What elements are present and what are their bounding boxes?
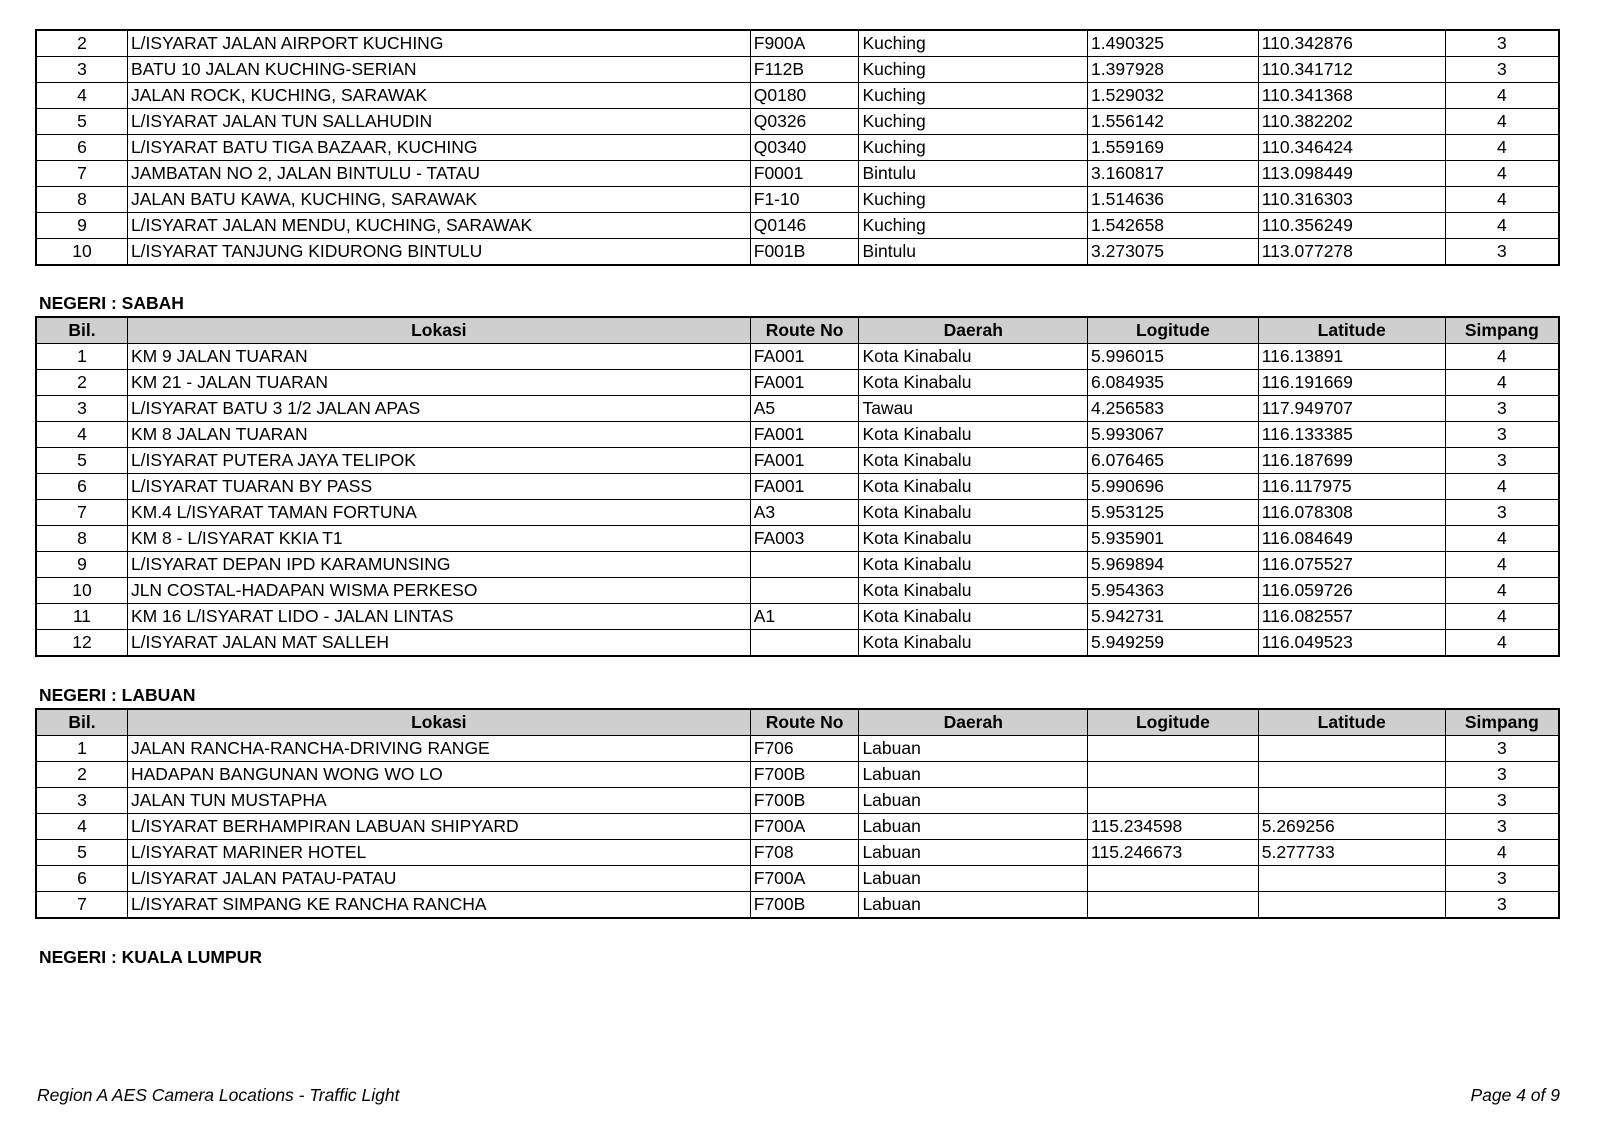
cell-latitude: 116.049523: [1258, 630, 1445, 657]
cell-simpang: 3: [1445, 892, 1559, 919]
cell-daerah: Kota Kinabalu: [859, 344, 1088, 370]
table-row: [36, 448, 1559, 474]
column-header-simpang: Simpang: [1445, 709, 1559, 736]
table-row: [36, 396, 1559, 422]
cell-route: FA001: [750, 474, 859, 500]
table-row: [36, 788, 1559, 814]
column-header-bil: Bil.: [36, 317, 127, 344]
cell-bil: 6: [36, 135, 127, 161]
cell-latitude: [1258, 866, 1445, 892]
table-row: [36, 370, 1559, 396]
cell-lokasi: KM 21 - JALAN TUARAN: [127, 370, 750, 396]
cell-route: F700B: [750, 788, 859, 814]
table-row: [36, 109, 1559, 135]
cell-daerah: Labuan: [859, 814, 1088, 840]
cell-latitude: 5.269256: [1258, 814, 1445, 840]
cell-daerah: Kota Kinabalu: [859, 370, 1088, 396]
column-header-lokasi: Lokasi: [127, 709, 750, 736]
column-header-lokasi: Lokasi: [127, 317, 750, 344]
cell-route: [750, 552, 859, 578]
cell-daerah: Kuching: [859, 57, 1088, 83]
table-row: [36, 57, 1559, 83]
cell-logitude: 5.949259: [1088, 630, 1259, 657]
cell-route: A5: [750, 396, 859, 422]
cell-bil: 8: [36, 187, 127, 213]
cell-bil: 11: [36, 604, 127, 630]
cell-simpang: 3: [1445, 500, 1559, 526]
cell-lokasi: L/ISYARAT TANJUNG KIDURONG BINTULU: [127, 239, 750, 266]
cell-latitude: 110.382202: [1258, 109, 1445, 135]
sarawak-table: [35, 29, 1560, 266]
cell-simpang: 3: [1445, 239, 1559, 266]
cell-lokasi: KM 9 JALAN TUARAN: [127, 344, 750, 370]
cell-logitude: 1.514636: [1088, 187, 1259, 213]
cell-latitude: 110.341712: [1258, 57, 1445, 83]
table-row: [36, 866, 1559, 892]
cell-bil: 2: [36, 30, 127, 57]
cell-daerah: Labuan: [859, 762, 1088, 788]
column-header-logitude: Logitude: [1088, 709, 1259, 736]
cell-bil: 3: [36, 788, 127, 814]
cell-simpang: 3: [1445, 814, 1559, 840]
cell-simpang: 4: [1445, 630, 1559, 657]
cell-logitude: [1088, 736, 1259, 762]
cell-simpang: 4: [1445, 161, 1559, 187]
cell-simpang: 4: [1445, 83, 1559, 109]
footer-title: Region A AES Camera Locations - Traffic Light: [37, 1085, 400, 1105]
table-row: [36, 474, 1559, 500]
section-heading-labuan: NEGERI : LABUAN: [39, 685, 196, 705]
cell-lokasi: KM 8 - L/ISYARAT KKIA T1: [127, 526, 750, 552]
cell-simpang: 3: [1445, 30, 1559, 57]
cell-bil: 2: [36, 762, 127, 788]
cell-latitude: 116.13891: [1258, 344, 1445, 370]
column-header-latitude: Latitude: [1258, 709, 1445, 736]
table-header-row: [36, 709, 1559, 736]
cell-daerah: Kota Kinabalu: [859, 448, 1088, 474]
table-row: [36, 239, 1559, 266]
cell-route: F001B: [750, 239, 859, 266]
cell-simpang: 3: [1445, 57, 1559, 83]
cell-latitude: 116.084649: [1258, 526, 1445, 552]
cell-daerah: Kota Kinabalu: [859, 500, 1088, 526]
cell-route: Q0326: [750, 109, 859, 135]
cell-latitude: 110.341368: [1258, 83, 1445, 109]
cell-bil: 10: [36, 578, 127, 604]
cell-lokasi: L/ISYARAT PUTERA JAYA TELIPOK: [127, 448, 750, 474]
cell-route: FA003: [750, 526, 859, 552]
footer-page-number: Page 4 of 9: [1470, 1085, 1560, 1105]
cell-simpang: 4: [1445, 526, 1559, 552]
cell-daerah: Labuan: [859, 840, 1088, 866]
column-header-route: Route No: [750, 709, 859, 736]
cell-daerah: Kuching: [859, 213, 1088, 239]
cell-latitude: 116.059726: [1258, 578, 1445, 604]
cell-route: FA001: [750, 448, 859, 474]
cell-lokasi: L/ISYARAT JALAN MAT SALLEH: [127, 630, 750, 657]
cell-latitude: 116.117975: [1258, 474, 1445, 500]
cell-logitude: 1.556142: [1088, 109, 1259, 135]
cell-lokasi: HADAPAN BANGUNAN WONG WO LO: [127, 762, 750, 788]
labuan-table: [35, 708, 1560, 919]
cell-bil: 2: [36, 370, 127, 396]
cell-daerah: Labuan: [859, 788, 1088, 814]
column-header-logitude: Logitude: [1088, 317, 1259, 344]
cell-bil: 4: [36, 814, 127, 840]
cell-logitude: 1.559169: [1088, 135, 1259, 161]
cell-lokasi: JALAN BATU KAWA, KUCHING, SARAWAK: [127, 187, 750, 213]
column-header-simpang: Simpang: [1445, 317, 1559, 344]
cell-lokasi: BATU 10 JALAN KUCHING-SERIAN: [127, 57, 750, 83]
cell-logitude: 5.953125: [1088, 500, 1259, 526]
table-row: [36, 500, 1559, 526]
cell-latitude: 116.133385: [1258, 422, 1445, 448]
table-row: [36, 161, 1559, 187]
column-header-bil: Bil.: [36, 709, 127, 736]
cell-lokasi: L/ISYARAT MARINER HOTEL: [127, 840, 750, 866]
cell-latitude: 113.077278: [1258, 239, 1445, 266]
cell-lokasi: L/ISYARAT BATU TIGA BAZAAR, KUCHING: [127, 135, 750, 161]
cell-route: F1-10: [750, 187, 859, 213]
cell-daerah: Kota Kinabalu: [859, 552, 1088, 578]
cell-latitude: [1258, 736, 1445, 762]
cell-route: F112B: [750, 57, 859, 83]
cell-route: A3: [750, 500, 859, 526]
cell-daerah: Labuan: [859, 866, 1088, 892]
cell-lokasi: L/ISYARAT JALAN PATAU-PATAU: [127, 866, 750, 892]
cell-latitude: 117.949707: [1258, 396, 1445, 422]
cell-route: Q0180: [750, 83, 859, 109]
cell-bil: 5: [36, 840, 127, 866]
cell-bil: 7: [36, 500, 127, 526]
cell-simpang: 3: [1445, 788, 1559, 814]
cell-daerah: Kuching: [859, 187, 1088, 213]
table-header-row: [36, 317, 1559, 344]
cell-logitude: 6.076465: [1088, 448, 1259, 474]
cell-route: F700B: [750, 892, 859, 919]
cell-simpang: 3: [1445, 866, 1559, 892]
cell-simpang: 4: [1445, 187, 1559, 213]
cell-bil: 10: [36, 239, 127, 266]
cell-route: F700A: [750, 866, 859, 892]
cell-simpang: 4: [1445, 344, 1559, 370]
cell-daerah: Kuching: [859, 83, 1088, 109]
table-row: [36, 736, 1559, 762]
cell-bil: 1: [36, 736, 127, 762]
cell-logitude: 5.954363: [1088, 578, 1259, 604]
cell-logitude: 5.969894: [1088, 552, 1259, 578]
cell-lokasi: L/ISYARAT DEPAN IPD KARAMUNSING: [127, 552, 750, 578]
cell-logitude: 1.397928: [1088, 57, 1259, 83]
cell-route: FA001: [750, 344, 859, 370]
cell-lokasi: L/ISYARAT BATU 3 1/2 JALAN APAS: [127, 396, 750, 422]
cell-daerah: Kuching: [859, 135, 1088, 161]
table-row: [36, 135, 1559, 161]
table-row: [36, 840, 1559, 866]
cell-logitude: 4.256583: [1088, 396, 1259, 422]
table-row: [36, 604, 1559, 630]
cell-lokasi: KM 8 JALAN TUARAN: [127, 422, 750, 448]
cell-lokasi: JALAN ROCK, KUCHING, SARAWAK: [127, 83, 750, 109]
cell-simpang: 3: [1445, 396, 1559, 422]
cell-lokasi: JALAN RANCHA-RANCHA-DRIVING RANGE: [127, 736, 750, 762]
cell-latitude: 110.356249: [1258, 213, 1445, 239]
cell-bil: 5: [36, 109, 127, 135]
table-row: [36, 552, 1559, 578]
cell-route: FA001: [750, 370, 859, 396]
cell-daerah: Kota Kinabalu: [859, 474, 1088, 500]
cell-latitude: 113.098449: [1258, 161, 1445, 187]
cell-logitude: [1088, 788, 1259, 814]
cell-route: Q0340: [750, 135, 859, 161]
cell-bil: 6: [36, 474, 127, 500]
cell-simpang: 4: [1445, 474, 1559, 500]
cell-bil: 7: [36, 161, 127, 187]
cell-daerah: Bintulu: [859, 239, 1088, 266]
cell-daerah: Kota Kinabalu: [859, 630, 1088, 657]
cell-route: F708: [750, 840, 859, 866]
cell-lokasi: L/ISYARAT JALAN TUN SALLAHUDIN: [127, 109, 750, 135]
column-header-latitude: Latitude: [1258, 317, 1445, 344]
table-row: [36, 526, 1559, 552]
cell-route: F900A: [750, 30, 859, 57]
cell-daerah: Kuching: [859, 109, 1088, 135]
cell-bil: 3: [36, 57, 127, 83]
column-header-route: Route No: [750, 317, 859, 344]
cell-daerah: Tawau: [859, 396, 1088, 422]
cell-latitude: 116.191669: [1258, 370, 1445, 396]
cell-latitude: 5.277733: [1258, 840, 1445, 866]
cell-logitude: 5.942731: [1088, 604, 1259, 630]
cell-simpang: 4: [1445, 552, 1559, 578]
cell-bil: 5: [36, 448, 127, 474]
cell-simpang: 4: [1445, 604, 1559, 630]
cell-logitude: 115.234598: [1088, 814, 1259, 840]
cell-route: F0001: [750, 161, 859, 187]
cell-latitude: 110.316303: [1258, 187, 1445, 213]
table-row: [36, 344, 1559, 370]
cell-bil: 4: [36, 422, 127, 448]
cell-logitude: 5.990696: [1088, 474, 1259, 500]
cell-logitude: [1088, 762, 1259, 788]
table-row: [36, 630, 1559, 657]
cell-lokasi: JAMBATAN NO 2, JALAN BINTULU - TATAU: [127, 161, 750, 187]
cell-lokasi: L/ISYARAT JALAN AIRPORT KUCHING: [127, 30, 750, 57]
cell-route: F700A: [750, 814, 859, 840]
cell-bil: 3: [36, 396, 127, 422]
cell-logitude: 5.996015: [1088, 344, 1259, 370]
cell-logitude: 6.084935: [1088, 370, 1259, 396]
cell-simpang: 4: [1445, 135, 1559, 161]
cell-latitude: [1258, 892, 1445, 919]
cell-simpang: 3: [1445, 422, 1559, 448]
cell-latitude: [1258, 762, 1445, 788]
column-header-daerah: Daerah: [859, 317, 1088, 344]
cell-lokasi: L/ISYARAT BERHAMPIRAN LABUAN SHIPYARD: [127, 814, 750, 840]
cell-bil: 9: [36, 213, 127, 239]
table-row: [36, 187, 1559, 213]
sabah-table: [35, 316, 1560, 657]
cell-daerah: Kota Kinabalu: [859, 422, 1088, 448]
cell-lokasi: L/ISYARAT TUARAN BY PASS: [127, 474, 750, 500]
cell-latitude: [1258, 788, 1445, 814]
cell-latitude: 116.075527: [1258, 552, 1445, 578]
cell-bil: 8: [36, 526, 127, 552]
cell-daerah: Kuching: [859, 30, 1088, 57]
cell-logitude: 1.529032: [1088, 83, 1259, 109]
cell-simpang: 4: [1445, 109, 1559, 135]
cell-simpang: 3: [1445, 736, 1559, 762]
cell-logitude: 3.160817: [1088, 161, 1259, 187]
table-row: [36, 30, 1559, 57]
cell-route: Q0146: [750, 213, 859, 239]
cell-simpang: 4: [1445, 370, 1559, 396]
table-row: [36, 83, 1559, 109]
cell-daerah: Bintulu: [859, 161, 1088, 187]
section-heading-kuala-lumpur: NEGERI : KUALA LUMPUR: [39, 947, 262, 967]
cell-logitude: 3.273075: [1088, 239, 1259, 266]
cell-route: FA001: [750, 422, 859, 448]
cell-logitude: 5.993067: [1088, 422, 1259, 448]
cell-latitude: 116.078308: [1258, 500, 1445, 526]
cell-simpang: 3: [1445, 448, 1559, 474]
cell-bil: 7: [36, 892, 127, 919]
table-row: [36, 578, 1559, 604]
cell-latitude: 110.346424: [1258, 135, 1445, 161]
cell-simpang: 4: [1445, 840, 1559, 866]
cell-lokasi: L/ISYARAT SIMPANG KE RANCHA RANCHA: [127, 892, 750, 919]
cell-simpang: 4: [1445, 213, 1559, 239]
cell-daerah: Labuan: [859, 892, 1088, 919]
cell-logitude: 1.542658: [1088, 213, 1259, 239]
cell-bil: 6: [36, 866, 127, 892]
table-row: [36, 814, 1559, 840]
cell-lokasi: JLN COSTAL-HADAPAN WISMA PERKESO: [127, 578, 750, 604]
cell-latitude: 110.342876: [1258, 30, 1445, 57]
cell-bil: 1: [36, 344, 127, 370]
cell-daerah: Labuan: [859, 736, 1088, 762]
cell-route: [750, 630, 859, 657]
cell-simpang: 4: [1445, 578, 1559, 604]
cell-bil: 9: [36, 552, 127, 578]
cell-bil: 12: [36, 630, 127, 657]
cell-simpang: 3: [1445, 762, 1559, 788]
cell-logitude: 1.490325: [1088, 30, 1259, 57]
cell-lokasi: JALAN TUN MUSTAPHA: [127, 788, 750, 814]
cell-lokasi: KM 16 L/ISYARAT LIDO - JALAN LINTAS: [127, 604, 750, 630]
cell-logitude: [1088, 892, 1259, 919]
table-row: [36, 892, 1559, 919]
cell-route: [750, 578, 859, 604]
cell-lokasi: KM.4 L/ISYARAT TAMAN FORTUNA: [127, 500, 750, 526]
cell-route: F706: [750, 736, 859, 762]
cell-logitude: [1088, 866, 1259, 892]
table-row: [36, 422, 1559, 448]
cell-route: F700B: [750, 762, 859, 788]
cell-lokasi: L/ISYARAT JALAN MENDU, KUCHING, SARAWAK: [127, 213, 750, 239]
table-row: [36, 762, 1559, 788]
cell-daerah: Kota Kinabalu: [859, 526, 1088, 552]
cell-logitude: 115.246673: [1088, 840, 1259, 866]
cell-route: A1: [750, 604, 859, 630]
cell-latitude: 116.082557: [1258, 604, 1445, 630]
column-header-daerah: Daerah: [859, 709, 1088, 736]
cell-daerah: Kota Kinabalu: [859, 578, 1088, 604]
section-heading-sabah: NEGERI : SABAH: [39, 293, 184, 313]
cell-daerah: Kota Kinabalu: [859, 604, 1088, 630]
cell-bil: 4: [36, 83, 127, 109]
cell-logitude: 5.935901: [1088, 526, 1259, 552]
table-row: [36, 213, 1559, 239]
cell-latitude: 116.187699: [1258, 448, 1445, 474]
